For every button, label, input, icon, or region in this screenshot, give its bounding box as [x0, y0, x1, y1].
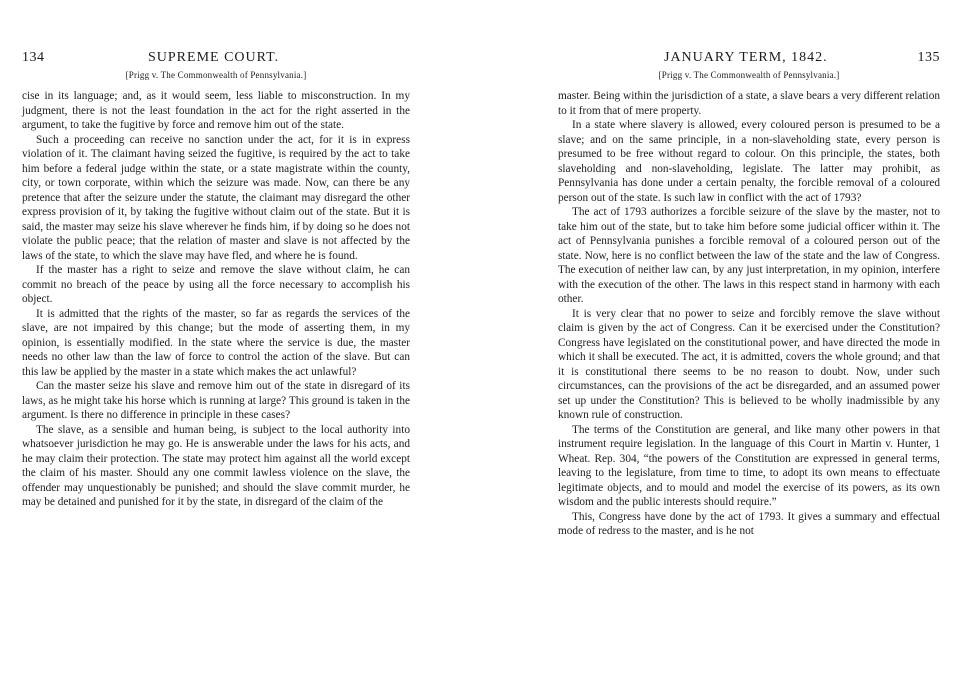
left-page-number: 134: [22, 50, 45, 65]
left-page-body: [22, 89, 410, 510]
paragraph: It is admitted that the rights of the master, so far as regards the services of the slave, are not impaired by this change; but the mode of asserting them, in my opinion, is essentially modified. In the state where the service is due, the master needs no other law than the law of force to control the action of the slave. But can this law be applied by the master in a state which makes the act unlawful?: [22, 307, 410, 378]
paragraph: This, Congress have done by the act of 1793. It gives a summary and effectual mode of redress to the master, and is he not: [558, 510, 940, 537]
paragraph: The slave, as a sensible and human being, is subject to the local authority into whatsoever jurisdiction he may go. He is answerable under the laws for his acts, and he may claim their protection. The state may protect him against all the world except the claim of his master. Should any one commit lawless violence on the slave, the offender may unquestionably be punished; and should the slave commit murder, he may be detained and punished for it by the state, in disregard of the claim of the: [22, 423, 410, 508]
paragraph: If the master has a right to seize and remove the slave without claim, he can commit no breach of the peace by using all the force necessary to accomplish his object.: [22, 264, 410, 305]
right-page-body: [558, 89, 940, 539]
right-case-title: [Prigg v. The Commonwealth of Pennsylvania.]: [658, 70, 840, 80]
left-case-title: [Prigg v. The Commonwealth of Pennsylvania.]: [125, 70, 307, 80]
right-page-number: 135: [917, 50, 940, 65]
paragraph: It is very clear that no power to seize and forcibly remove the slave without claim is given by the act of Congress. Can it be exercised under the Constitution? Congress have legislated on the constitutional power, and have directed the mode in which it shall be executed. The act, it is admitted, covers the whole ground; and that it is constitutional there seems to be no reason to doubt. Now, under such circumstances, can the provisions of the act be disregarded, and an assumed power set up under the Constitution? This is believed to be wholly inadmissible by any known rule of construction.: [558, 307, 940, 421]
paragraph: The act of 1793 authorizes a forcible seizure of the slave by the master, not to take him out of the state, but to take him before some judicial officer within it. The act of Pennsylvania punishes a forcible removal of a coloured person out of the state. Now, here is no conflict between the law of the state and the law of Congress. The execution of neither law can, by any just interpretation, in my opinion, interfere with the execution of the other. The laws in this respect stand in harmony with each other.: [558, 206, 940, 305]
paragraph: The terms of the Constitution are general, and like many other powers in that instrument require legislation. In the language of this Court in Martin v. Hunter, 1 Wheat. Rep. 304, “the powers of the Constitution are expressed in general terms, leaving to the legislature, from time to time, to adopt its own means to effectuate legitimate objects, and to mould and model the exercise of its powers, as its own wisdom and the public interests should require.”: [558, 423, 940, 508]
paragraph: master. Being within the jurisdiction of a state, a slave bears a very different relation to it from that of mere property.: [558, 90, 940, 117]
paragraph: cise in its language; and, as it would seem, less liable to misconstruction. In my judgment, there is not the least foundation in the act for the right asserted in the argument, to take the fugitive by force and remove him out of the state.: [22, 90, 410, 131]
left-running-head: SUPREME COURT.: [148, 50, 280, 65]
paragraph: Such a proceeding can receive no sanction under the act, for it is in express violation of it. The claimant having seized the fugitive, is required by the act to take him before a federal judge within the state, or a state magistrate within the county, city, or town corporate, within which the seizure was made. Now, can there be any pretence that after the seizure under the statute, the claimant may disregard the other express provision of it, by taking the fugitive without claim out of the state. But it is said, the master may seize his slave wherever he finds him, if by doing so he does not violate the public peace; that the relation of master and slave is not affected by the laws of the state, to which the slave may have fled, and where he is found.: [22, 133, 410, 262]
paragraph: In a state where slavery is allowed, every coloured person is presumed to be a slave; and on the same principle, in a non-slaveholding state, every person is presumed to be free without regard to colour. On this principle, the states, both slaveholding and non-slaveholding, legislate. The latter may prohibit, as Pennsylvania has done under a certain penalty, the forcible removal of a coloured person out of the state. Is such law in conflict with the act of 1793?: [558, 119, 940, 204]
right-running-head: JANUARY TERM, 1842.: [664, 50, 828, 65]
paragraph: Can the master seize his slave and remove him out of the state in disregard of its laws, as he might take his horse which is running at large? This ground is taken in the argument. Is there no difference in principle in these cases?: [22, 380, 410, 421]
